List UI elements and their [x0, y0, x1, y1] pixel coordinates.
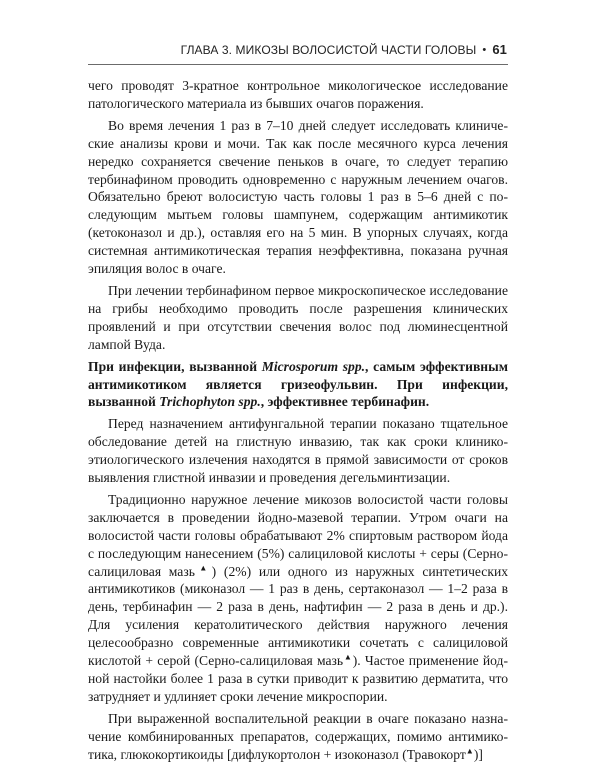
- running-header: [181, 42, 507, 57]
- paragraph-helminth-screening: Перед назначением антифунгальной терапии показано тщательное обследование детей на глистную инвазию, так как сроки клинико-этиологического излечения находятся в прямой зависимости от сроков выявления глистной инвазии и проведения дегельминтизации.: [88, 416, 508, 486]
- body-text: [88, 77, 508, 764]
- genus-trichophyton: Trichophyton: [159, 394, 236, 410]
- registered-mark: ▲: [343, 652, 353, 662]
- header-rule: [88, 64, 508, 65]
- registered-mark: ▲: [465, 746, 474, 756]
- registered-mark: ▲: [194, 563, 212, 573]
- page-number: 61: [492, 42, 507, 57]
- bullet-separator: •: [482, 43, 487, 56]
- paragraph-inflammatory-reaction: При выраженной воспалительной реакции в очаге показано назначение комбинированных препаратов, содержащих, помимо антимикотика, глюкокортикоиды [дифлукортолон + изоконазол (Травокорт▲)]: [88, 710, 508, 762]
- chapter-title: ГЛАВА 3. МИКОЗЫ ВОЛОСИСТОЙ ЧАСТИ ГОЛОВЫ: [180, 42, 477, 57]
- paragraph-treatment-monitoring: Во время лечения 1 раз в 7–10 дней следует исследовать клинические анализы крови и мочи. Так как после месячного курса лечения нередко сохраняется свечение пеньков в очаге, то следует терапию тербинафином проводить одновременно с наружным лечением очагов. Обязательно бреют волосистую часть головы 1 раз в 5–6 дней с последующим мытьем головы шампунем, содержащим антимикотик (кетоконазол и др.), оставляя его на 5 мин. В упорных случаях, когда системная антимикотическая терапия неэффективна, показана ручная эпиляция волос в очаге.: [88, 117, 508, 277]
- paragraph-continuation: чего проводят 3-кратное контрольное микологическое исследование патологического материала из бывших очагов поражения.: [88, 78, 508, 111]
- paragraph-topical-treatment: Традиционно наружное лечение микозов волосистой части головы заключается в проведении йодно-мазевой терапии. Утром очаги на волосистой части головы обрабатывают 2% спиртовым раствором йода с последующим нанесением (5%) салициловой кислоты + серы (Серно-салициловая мазь▲) (2%) или одного из наружных синтетических антимикотиков (миконазол — 1 раз в день, сертаконазол — 1–2 раза в день, тербинафин — 2 раза в день, нафтифин — 2 раза в день и др.). Для усиления кератолитического действия наружного лечения целесообразно современные антимикотики сочетать с салициловой кислотой + серой (Серно-салициловая мазь▲). Частое применение йодной настойки более 1 раза в сутки приводит к развитию дерматита, что затрудняет и удлиняет сроки лечение микроспории.: [88, 491, 509, 704]
- paragraph-microscopy: При лечении тербинафином первое микроскопическое исследование на грибы необходимо проводить после разрешения клинических проявлений и при отсутствии свечения волос под люминесцентной лампой Вуда.: [88, 282, 508, 352]
- genus-microsporum: Microsporum: [261, 358, 339, 374]
- paragraph-key-statement: При инфекции, вызванной Microsporum spp., самым эффективным антимикотиком является гризеофульвин. При инфекции, вызванной Trichophyton spp., эффективнее тербинафин.: [88, 358, 508, 410]
